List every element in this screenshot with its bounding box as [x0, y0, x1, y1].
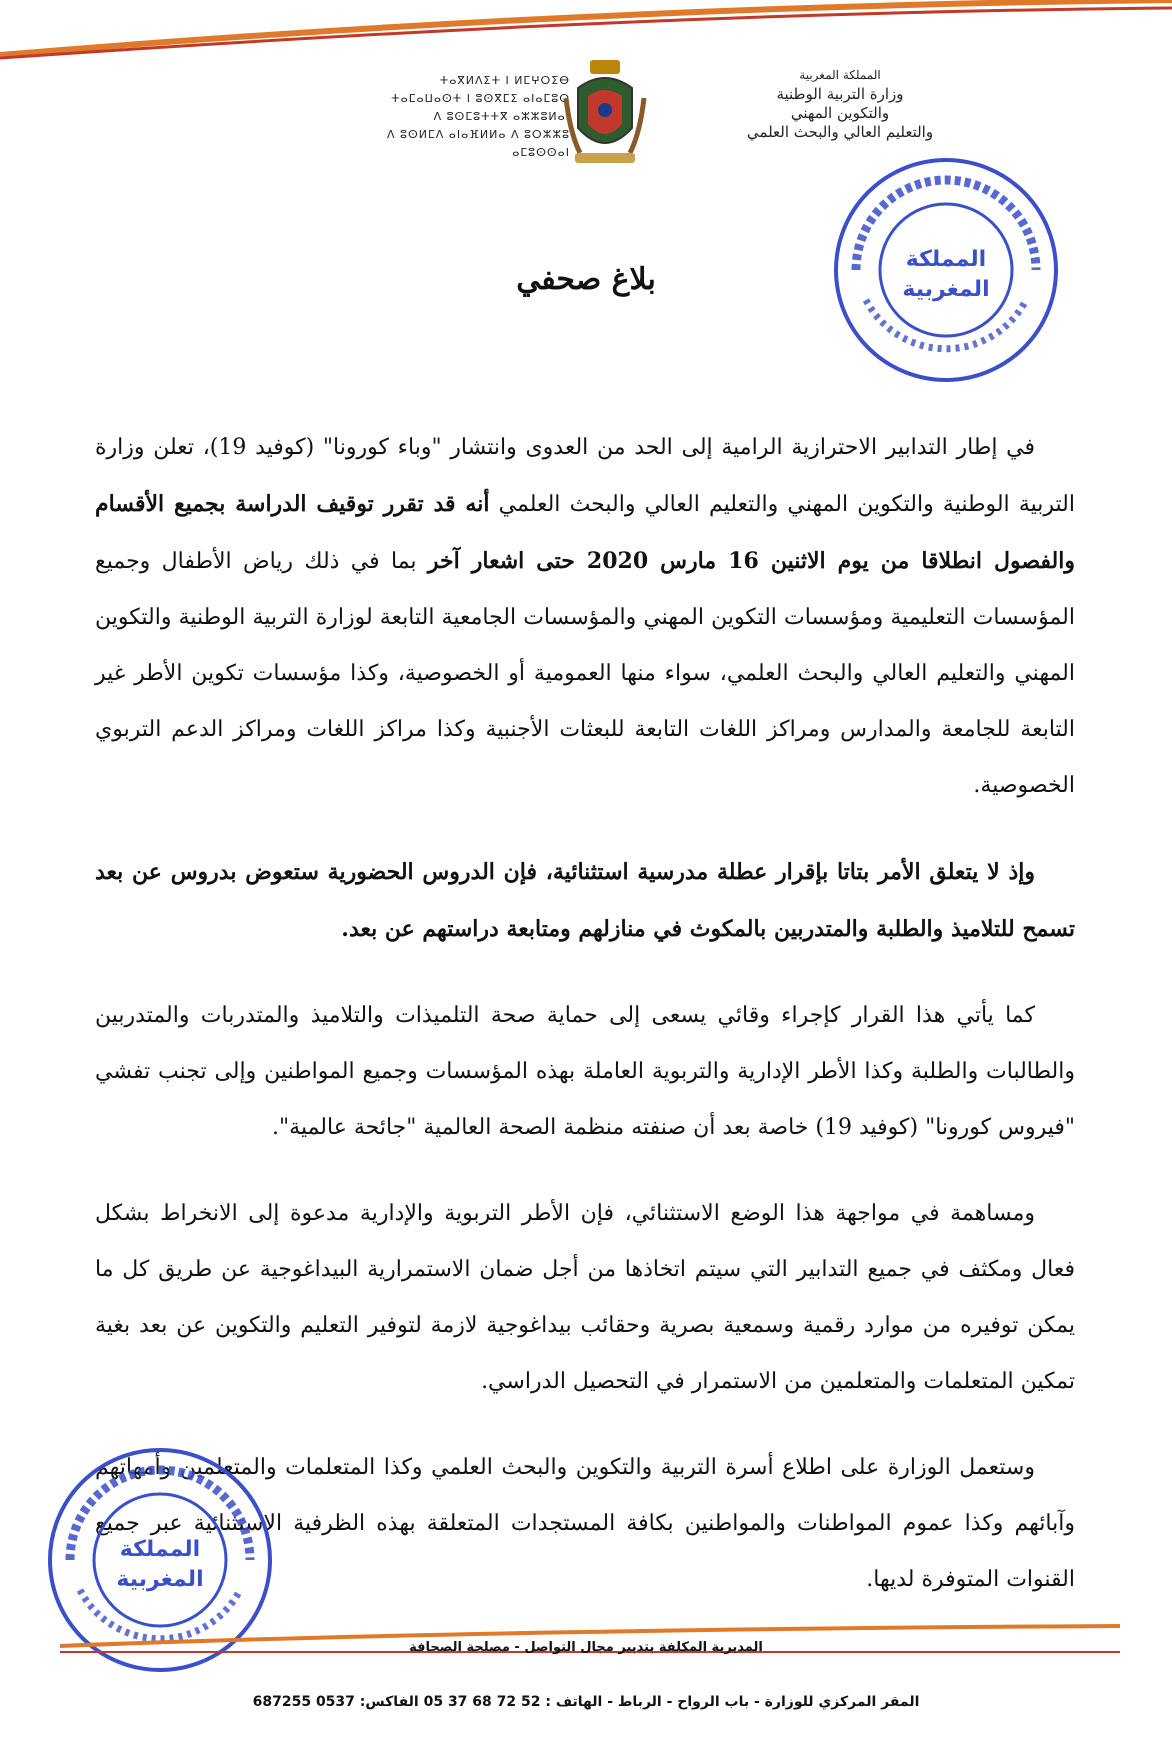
paragraph-4: ومساهمة في مواجهة هذا الوضع الاستثنائي، فإن الأطر التربوية والإدارية مدعوة إلى الانخراط بشكل فعال ومكثف في جميع التدابير التي سيتم اتخاذها من أجل ضمان الاستمرارية البيداغوجية عن طريق كل ما يمكن توفيره من موارد رقمية وسمعية بصرية وحقائب بيداغوجية لازمة لتوفير التعليم والتكوين عن بعد بغية تمكين المتعلمات والمتعلمين من الاستمرار في التحصيل الدراسي. — [95, 1201, 1075, 1394]
paragraph-3: كما يأتي هذا القرار كإجراء وقائي يسعى إلى حماية صحة التلميذات والتلاميذ والمتدربات والمتدربين والطالبات والطلبة وكذا الأطر الإدارية والتربوية العاملة بهذه المؤسسات وجميع المواطنين وإلى تجنب تفشي "فيروس كورونا" (كوفيد 19) خاصة بعد أن صنفته منظمة الصحة العالمية "جائحة عالمية". — [95, 1003, 1075, 1140]
stamp-center-line2: المغربية — [902, 277, 990, 302]
top-swoosh-decoration — [0, 0, 1172, 60]
header-arabic-line: المملكة المغربية — [799, 68, 881, 82]
tifinagh-line: ⴷ ⵓⵙⵍⵎⴷ ⴰⵏⴰⴼⵍⵍⴰ ⴷ ⵓⵔⵣⵣⵓ ⴰⵎⵓⵙⵙⴰⵏ — [386, 128, 570, 159]
paragraph-2 — [95, 844, 1075, 958]
paragraph-1-part-b: بما في ذلك رياض الأطفال وجميع المؤسسات التعليمية ومؤسسات التكوين المهني والمؤسسات الجامعية التابعة لوزارة التربية الوطنية والتكوين المهني والتعليم العالي والبحث العلمي، سواء منها العمومية أو الخصوصية، وكذا مؤسسات تكوين الأطر غير التابعة للجامعة والمدارس ومراكز اللغات التابعة للبعثات الأجنبية وكذا مراكز اللغات ومراكز الدعم التربوي الخصوصية. — [95, 549, 1076, 798]
stamp-center-line1: المملكة — [119, 1537, 201, 1562]
header-arabic-block — [720, 66, 960, 142]
tifinagh-line: ⵜⴰⴳⵍⴷⵉⵜ ⵏ ⵍⵎⵖⵔⵉⴱ — [439, 74, 570, 87]
tifinagh-line: ⵜⴰⵎⴰⵡⴰⵙⵜ ⵏ ⵓⵙⴳⵎⵉ ⴰⵏⴰⵎⵓⵔ — [391, 92, 570, 105]
footer-address: المقر المركزي للوزارة - باب الرواح - الرباط - الهاتف : 52 72 68 37 05 الفاكس: 0537 687255 — [252, 1694, 920, 1710]
paragraph-5: وستعمل الوزارة على اطلاع أسرة التربية والتكوين والبحث العلمي وكذا المتعلمات والمتعلمين وأمهاتهم وآبائهم وكذا عموم المواطنات والمواطنين بكافة المستجدات المتعلقة بهذه الظرفية الاستثنائية عبر جميع القنوات المتوفرة لديها. — [95, 1455, 1075, 1592]
paragraph-1-part-a: في إطار التدابير الاحترازية الرامية إلى الحد من العدوى وانتشار "وباء كورونا" (كوفيد 19)، تعلن وزارة التربية الوطنية والتكوين المهني والتعليم العالي والبحث العلمي — [95, 435, 1075, 517]
document-title: بلاغ صحفي — [516, 262, 656, 297]
tifinagh-line: ⴷ ⵓⵙⵎⵓⵜⵜⴳ ⴰⵣⵣⵓⵍⴰⵏ — [433, 110, 570, 123]
paragraph-1 — [95, 420, 1075, 814]
header-tifinagh-block — [330, 72, 570, 162]
stamp-center-line2: المغربية — [116, 1567, 204, 1592]
stamp-center-line1: المملكة — [905, 247, 987, 272]
header-arabic-line: والتعليم العالي والبحث العلمي — [746, 123, 934, 141]
header-arabic-line: وزارة التربية الوطنية — [776, 85, 904, 103]
header-arabic-line: والتكوين المهني — [790, 104, 890, 122]
paragraph-2-text: وإذ لا يتعلق الأمر بتاتا بإقرار عطلة مدرسية استثنائية، فإن الدروس الحضورية ستعوض بدروس عن بعد تسمح للتلاميذ والطلبة والمتدربين بالمكوث في منازلهم ومتابعة دراستهم عن بعد. — [95, 859, 1075, 942]
footer-directorate: المديرية المكلفة بتدبير مجال التواصل - مصلحة الصحافة — [409, 1640, 763, 1655]
paragraph-1-bold: أنه قد تقرر توقيف الدراسة بجميع الأقسام والفصول انطلاقا من يوم الاثنين 16 مارس 2020 حتى اشعار آخر — [95, 491, 1075, 574]
coat-of-arms-emblem — [560, 58, 650, 168]
